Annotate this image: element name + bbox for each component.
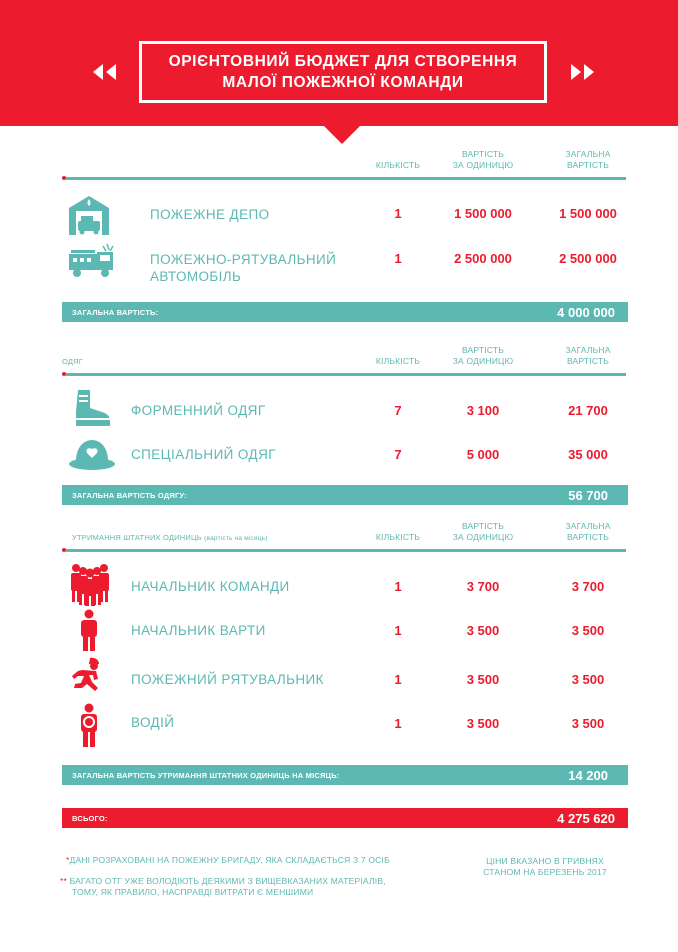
fire-depot-icon	[67, 193, 111, 235]
total-value: 14 200	[568, 767, 608, 783]
running-firefighter-icon	[68, 657, 108, 693]
item-qty: 1	[394, 251, 402, 266]
page-title-line1: ОРІЄНТОВНИЙ БЮДЖЕТ ДЛЯ СТВОРЕННЯ	[168, 53, 518, 70]
total-value: 4 000 000	[557, 304, 615, 320]
col-header-unit	[442, 521, 524, 543]
item-qty: 7	[394, 403, 402, 418]
item-name: ПОЖЕЖНИЙ РЯТУВАЛЬНИК	[131, 672, 324, 687]
footnote-1-text: ДАНІ РОЗРАХОВАНІ НА ПОЖЕЖНУ БРИГАДУ, ЯКА СКЛАДАЄТЬСЯ З 7 ОСІБ	[69, 855, 390, 865]
item-total-cost: 35 000	[568, 447, 608, 462]
section2-total-bar	[62, 485, 628, 505]
section3-heading	[72, 533, 268, 542]
section3-heading-text: УТРИМАННЯ ШТАТНИХ ОДИНИЦЬ	[72, 533, 202, 542]
item-name: ПОЖЕЖНЕ ДЕПО	[150, 207, 270, 222]
grand-total-value: 4 275 620	[557, 810, 615, 826]
item-total-cost: 3 500	[571, 716, 605, 731]
team-icon	[68, 562, 112, 606]
col-header-total	[548, 521, 628, 543]
section2-heading: ОДЯГ	[62, 357, 84, 366]
col-header-total-l1: ЗАГАЛЬНА	[565, 149, 611, 159]
footnote-1	[66, 855, 390, 866]
item-qty: 1	[394, 672, 402, 687]
item-name: СПЕЦІАЛЬНИЙ ОДЯГ	[131, 447, 276, 462]
col-header-total	[548, 149, 628, 171]
item-qty: 7	[394, 447, 402, 462]
item-unit-cost: 3 500	[466, 623, 500, 638]
col-header-unit-l2: ЗА ОДИНИЦЮ	[452, 160, 514, 170]
item-name: НАЧАЛЬНИК КОМАНДИ	[131, 579, 290, 594]
item-name: НАЧАЛЬНИК ВАРТИ	[131, 623, 266, 638]
item-total-cost: 3 700	[571, 579, 605, 594]
col-header-qty: КІЛЬКІСТЬ	[375, 532, 421, 542]
page-title-line2: МАЛОЇ ПОЖЕЖНОЇ КОМАНДИ	[222, 74, 464, 91]
total-value: 56 700	[568, 487, 608, 503]
section3-rule	[66, 549, 626, 552]
col-header-unit-l2: ЗА ОДИНИЦЮ	[452, 532, 514, 542]
col-header-qty: КІЛЬКІСТЬ	[375, 160, 421, 170]
item-name: ВОДІЙ	[131, 715, 175, 730]
item-name-line2: АВТОМОБІЛЬ	[150, 269, 242, 284]
currency-note	[470, 856, 620, 878]
item-total-cost: 2 500 000	[559, 251, 617, 266]
driver-icon	[77, 703, 101, 747]
item-unit-cost: 3 500	[466, 672, 500, 687]
section1-total-bar	[62, 302, 628, 322]
footnote-2-mark: **	[60, 876, 68, 886]
helmet-icon	[68, 437, 116, 471]
item-unit-cost: 3 100	[466, 403, 500, 418]
title-box	[139, 41, 547, 103]
col-header-total-l2: ВАРТІСТЬ	[566, 532, 610, 542]
item-total-cost: 21 700	[568, 403, 608, 418]
footnote-2	[60, 876, 386, 898]
item-qty: 1	[394, 579, 402, 594]
total-label: ЗАГАЛЬНА ВАРТІСТЬ УТРИМАННЯ ШТАТНИХ ОДИНИЦЬ НА МІСЯЦЬ:	[72, 770, 340, 780]
item-name	[150, 251, 336, 285]
person-icon	[78, 609, 100, 651]
item-qty: 1	[394, 716, 402, 731]
item-qty: 1	[394, 206, 402, 221]
grand-total-bar	[62, 808, 628, 828]
col-header-total-l2: ВАРТІСТЬ	[566, 160, 610, 170]
right-arrows-icon	[571, 64, 594, 80]
fire-truck-icon	[67, 242, 119, 282]
col-header-total-l1: ЗАГАЛЬНА	[565, 521, 611, 531]
col-header-unit	[442, 345, 524, 367]
item-unit-cost: 1 500 000	[454, 206, 512, 221]
grand-total-label: ВСЬОГО:	[72, 813, 108, 823]
boot-icon	[72, 388, 112, 426]
total-label: ЗАГАЛЬНА ВАРТІСТЬ ОДЯГУ:	[72, 490, 187, 500]
col-header-total-l2: ВАРТІСТЬ	[566, 356, 610, 366]
section3-total-bar	[62, 765, 628, 785]
currency-note-line2: СТАНОМ НА БЕРЕЗЕНЬ 2017	[483, 867, 607, 877]
item-total-cost: 3 500	[571, 672, 605, 687]
section2-rule	[66, 373, 626, 376]
item-name-line1: ПОЖЕЖНО-РЯТУВАЛЬНИЙ	[150, 252, 337, 267]
section3-heading-note: (вартість на місяць)	[204, 535, 268, 542]
col-header-total	[548, 345, 628, 367]
col-header-qty: КІЛЬКІСТЬ	[375, 356, 421, 366]
footnote-2-line2: ТОМУ, ЯК ПРАВИЛО, НАСПРАВДІ ВИТРАТИ Є МЕНШИМИ	[72, 887, 314, 897]
col-header-unit-l1: ВАРТІСТЬ	[461, 149, 505, 159]
item-name: ФОРМЕННИЙ ОДЯГ	[131, 403, 266, 418]
total-label: ЗАГАЛЬНА ВАРТІСТЬ:	[72, 307, 159, 317]
left-arrows-icon	[93, 64, 116, 80]
col-header-unit	[442, 149, 524, 171]
col-header-unit-l1: ВАРТІСТЬ	[461, 521, 505, 531]
footnote-1-mark: *	[66, 855, 70, 865]
item-total-cost: 1 500 000	[559, 206, 617, 221]
item-unit-cost: 3 500	[466, 716, 500, 731]
col-header-unit-l1: ВАРТІСТЬ	[461, 345, 505, 355]
col-header-unit-l2: ЗА ОДИНИЦЮ	[452, 356, 514, 366]
item-qty: 1	[394, 623, 402, 638]
item-unit-cost: 5 000	[466, 447, 500, 462]
item-unit-cost: 2 500 000	[454, 251, 512, 266]
item-total-cost: 3 500	[571, 623, 605, 638]
col-header-total-l1: ЗАГАЛЬНА	[565, 345, 611, 355]
currency-note-line1: ЦІНИ ВКАЗАНО В ГРИВНЯХ	[486, 856, 604, 866]
header-notch	[322, 124, 362, 144]
section1-rule	[66, 177, 626, 180]
item-unit-cost: 3 700	[466, 579, 500, 594]
footnote-2-line1: БАГАТО ОТГ УЖЕ ВОЛОДІЮТЬ ДЕЯКИМИ З ВИЩЕВКАЗАНИХ МАТЕРІАЛІВ,	[69, 876, 386, 886]
